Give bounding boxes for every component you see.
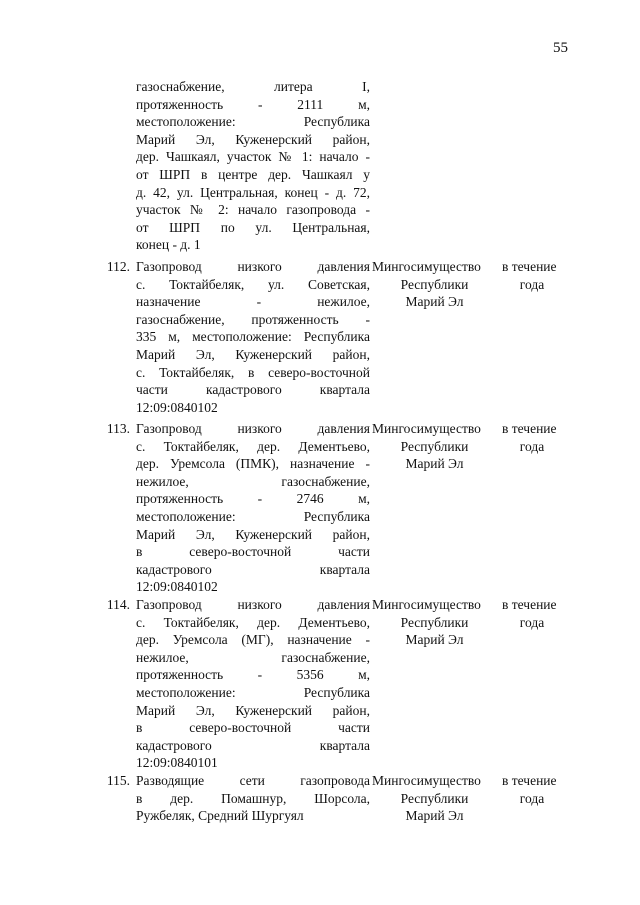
object-description-line: Газопровод низкого давления — [136, 259, 370, 274]
object-description-line: нежилое, газоснабжение, — [136, 473, 370, 489]
owner-line: Мингосимущество — [372, 773, 481, 788]
object-description-line: Газопровод низкого давления — [136, 421, 370, 436]
object-description-line: от ШРП по ул. Центральная, — [136, 219, 370, 235]
row-number: 112. — [106, 259, 130, 274]
object-description-line: 12:09:0840102 — [136, 579, 218, 595]
page-number: 55 — [553, 40, 568, 56]
object-description-line: дер. Уремсола (ПМК), назначение - — [136, 456, 370, 472]
object-description-line: с. Токтайбеляк, в северо-восточной — [136, 364, 370, 380]
object-description-line: протяженность - 5356 м, — [136, 667, 370, 683]
object-description-line: местоположение: Республика — [136, 509, 370, 524]
row-number: 113. — [106, 421, 130, 436]
term-line: года — [519, 276, 545, 292]
object-description-line: Ружбеляк, Средний Шургуял — [136, 808, 304, 824]
object-description-line: с. Токтайбеляк, дер. Дементьево, — [136, 438, 370, 454]
object-description-line: с. Токтайбеляк, дер. Дементьево, — [136, 614, 370, 630]
owner-line: Мингосимущество — [372, 259, 481, 274]
term-line: в течение — [502, 773, 557, 788]
object-description-line: конец - д. 1 — [136, 237, 201, 253]
owner-line: Республики — [400, 614, 469, 630]
object-description-line: Разводящие сети газопровода — [136, 773, 370, 788]
object-description-line: Марий Эл, Куженерский район, — [136, 526, 370, 542]
owner-line: Марий Эл — [405, 808, 464, 824]
term-line: года — [519, 438, 545, 454]
object-description-line: местоположение: Республика — [136, 114, 370, 130]
object-description-line: дер. Уремсола (МГ), назначение - — [136, 632, 370, 648]
object-description-line: 12:09:0840101 — [136, 755, 218, 771]
object-description-line: в дер. Помашнур, Шорсола, — [136, 790, 370, 806]
owner-line: Республики — [400, 438, 469, 454]
row-number: 115. — [106, 773, 130, 788]
row-number: 114. — [106, 597, 130, 612]
object-description-line: д. 42, ул. Центральная, конец - д. 72, — [136, 184, 370, 200]
object-description-line: Марий Эл, Куженерский район, — [136, 131, 370, 147]
term-line: года — [519, 790, 545, 806]
object-description-line: газоснабжение, протяженность - — [136, 311, 370, 327]
owner-line: Марий Эл — [405, 294, 464, 310]
object-description-line: Газопровод низкого давления — [136, 597, 370, 612]
object-description-line: нежилое, газоснабжение, — [136, 649, 370, 665]
owner-line: Республики — [400, 276, 469, 292]
object-description-line: 12:09:0840102 — [136, 399, 218, 415]
owner-line: Мингосимущество — [372, 421, 481, 436]
owner-line: Марий Эл — [405, 456, 464, 472]
object-description-line: в северо-восточной части — [136, 544, 370, 560]
object-description-line: протяженность - 2111 м, — [136, 96, 370, 112]
owner-line: Мингосимущество — [372, 597, 481, 612]
object-description-line: 335 м, местоположение: Республика — [136, 329, 370, 345]
term-line: в течение — [502, 259, 557, 274]
term-line: в течение — [502, 597, 557, 612]
object-description-line: с. Токтайбеляк, ул. Советская, — [136, 276, 370, 292]
object-description-line: Марий Эл, Куженерский район, — [136, 702, 370, 718]
object-description-line: кадастрового квартала — [136, 561, 370, 577]
object-description-line: от ШРП в центре дер. Чашкаял у — [136, 167, 370, 182]
object-description-line: части кадастрового квартала — [136, 382, 370, 398]
object-description-line: газоснабжение, литера I, — [136, 79, 370, 94]
object-description-line: протяженность - 2746 м, — [136, 491, 370, 507]
term-line: в течение — [502, 421, 557, 436]
object-description-line: дер. Чашкаял, участок № 1: начало - — [136, 149, 370, 165]
object-description-line: Марий Эл, Куженерский район, — [136, 347, 370, 362]
object-description-line: назначение - нежилое, — [136, 294, 370, 310]
object-description-line: местоположение: Республика — [136, 685, 370, 700]
term-line: года — [519, 614, 545, 630]
object-description-line: участок № 2: начало газопровода - — [136, 202, 370, 218]
owner-line: Республики — [400, 790, 469, 806]
owner-line: Марий Эл — [405, 632, 464, 648]
object-description-line: кадастрового квартала — [136, 737, 370, 753]
object-description-line: в северо-восточной части — [136, 720, 370, 736]
